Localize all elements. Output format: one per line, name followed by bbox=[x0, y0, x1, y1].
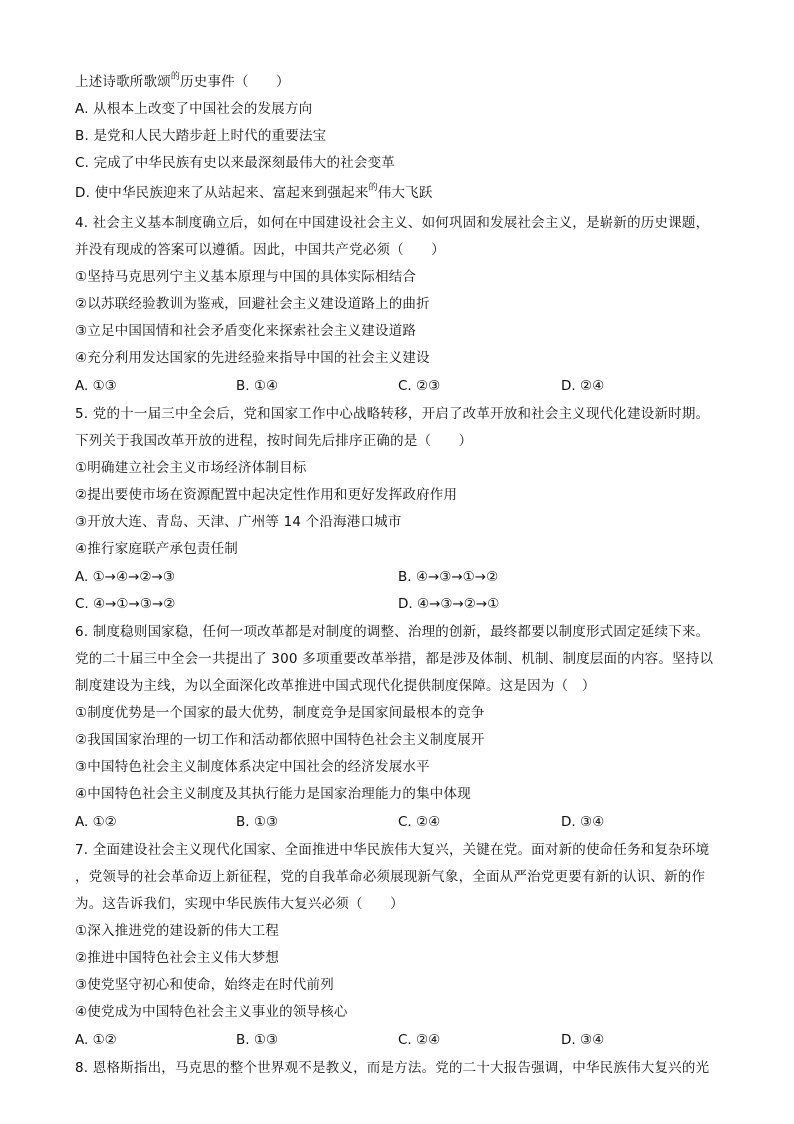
q6-stem-line-3: 制度建设为主线，为以全面深化改革推进中国式现代化提供制度保障。这是因为（ ） bbox=[75, 678, 596, 694]
q3-option-d bbox=[75, 183, 433, 205]
q3-option-a: A. 从根本上改变了中国社会的发展方向 bbox=[75, 101, 313, 117]
q6-option-b: B. ①③ bbox=[236, 814, 279, 830]
q7-item-3: ③使党坚守初心和使命，始终走在时代前列 bbox=[75, 977, 334, 993]
q5-option-d: D. ④→③→②→① bbox=[398, 596, 500, 612]
q7-stem-line-1: 7. 全面建设社会主义现代化国家、全面推进中华民族伟大复兴，关键在党。面对新的使命任务和复杂环境 bbox=[75, 842, 710, 858]
q6-stem-line-2: 党的二十届三中全会一共提出了 300 多项重要改革举措，都是涉及体制、机制、制度层面的内容。坚持以 bbox=[75, 651, 714, 667]
q3-stem bbox=[75, 72, 290, 94]
q4-stem-line-2: 并没有现成的答案可以遵循。因此，中国共产党必须（ ） bbox=[75, 242, 445, 258]
q5-item-2: ②提出要使市场在资源配置中起决定性作用和更好发挥政府作用 bbox=[75, 487, 458, 503]
q6-option-c: C. ②④ bbox=[398, 814, 441, 830]
q4-stem-line-1: 4. 社会主义基本制度确立后，如何在中国建设社会主义、如何巩固和发展社会主义，是崭新的历史课题， bbox=[75, 215, 710, 231]
q3-option-c: C. 完成了中华民族有史以来最深刻最伟大的社会变革 bbox=[75, 155, 396, 171]
q6-option-d: D. ③④ bbox=[561, 814, 605, 830]
q5-stem-line-2: 下列关于我国改革开放的进程，按时间先后排序正确的是（ ） bbox=[75, 433, 473, 449]
q6-item-2: ②我国国家治理的一切工作和活动都依照中国特色社会主义制度展开 bbox=[75, 732, 485, 748]
q3-stem-sup: 的 bbox=[170, 72, 181, 82]
q3-option-d-sup: 的 bbox=[368, 183, 378, 193]
q7-stem-line-3: 为。这告诉我们，实现中华民族伟大复兴必须（ ） bbox=[75, 896, 404, 912]
q4-item-3: ③立足中国国情和社会矛盾变化来探索社会主义建设道路 bbox=[75, 323, 417, 339]
q7-item-2: ②推进中国特色社会主义伟大梦想 bbox=[75, 950, 280, 966]
q5-item-1: ①明确建立社会主义市场经济体制目标 bbox=[75, 460, 307, 476]
q5-item-4: ④推行家庭联产承包责任制 bbox=[75, 541, 239, 557]
q3-stem-text-b: 历史事件（ ） bbox=[180, 74, 290, 90]
q4-option-d: D. ②④ bbox=[561, 378, 605, 394]
q7-option-b: B. ①③ bbox=[236, 1032, 279, 1048]
q4-item-2: ②以苏联经验教训为鉴戒，回避社会主义建设道路上的曲折 bbox=[75, 296, 430, 312]
q5-option-b: B. ④→③→①→② bbox=[398, 569, 499, 585]
q4-item-1: ①坚持马克思列宁主义基本原理与中国的具体实际相结合 bbox=[75, 269, 417, 285]
q6-item-3: ③中国特色社会主义制度体系决定中国社会的经济发展水平 bbox=[75, 759, 430, 775]
q8-stem-line-1: 8. 恩格斯指出，马克思的整个世界观不是教义，而是方法。党的二十大报告强调，中华民族伟大复兴的光 bbox=[75, 1060, 710, 1076]
q3-option-d-text-b: 伟大飞跃 bbox=[377, 185, 433, 201]
q5-item-3: ③开放大连、青岛、天津、广州等 14 个沿海港口城市 bbox=[75, 514, 402, 530]
q7-option-c: C. ②④ bbox=[398, 1032, 441, 1048]
q7-item-1: ①深入推进党的建设新的伟大工程 bbox=[75, 923, 280, 939]
q4-item-4: ④充分利用发达国家的先进经验来指导中国的社会主义建设 bbox=[75, 350, 430, 366]
q3-option-b: B. 是党和人民大踏步赶上时代的重要法宝 bbox=[75, 128, 327, 144]
q7-stem-line-2: ，党领导的社会革命迈上新征程，党的自我革命必须展现新气象，全面从严治党更要有新的认识、新的作 bbox=[75, 869, 706, 885]
q3-option-d-text-a: D. 使中华民族迎来了从站起来、富起来到强起来 bbox=[75, 185, 369, 201]
q7-item-4: ④使党成为中国特色社会主义事业的领导核心 bbox=[75, 1004, 348, 1020]
q7-option-d: D. ③④ bbox=[561, 1032, 605, 1048]
q4-option-c: C. ②③ bbox=[398, 378, 441, 394]
q5-option-c: C. ④→①→③→② bbox=[75, 596, 176, 612]
q4-option-b: B. ①④ bbox=[236, 378, 279, 394]
q6-stem-line-1: 6. 制度稳则国家稳，任何一项改革都是对制度的调整、治理的创新，最终都要以制度形式固定延续下来。 bbox=[75, 624, 710, 640]
q4-option-a: A. ①③ bbox=[75, 378, 117, 394]
q6-item-1: ①制度优势是一个国家的最大优势，制度竞争是国家间最根本的竞争 bbox=[75, 705, 485, 721]
q5-stem-line-1: 5. 党的十一届三中全会后，党和国家工作中心战略转移，开启了改革开放和社会主义现代化建设新时期。 bbox=[75, 406, 710, 422]
q7-option-a: A. ①② bbox=[75, 1032, 117, 1048]
q3-stem-text-a: 上述诗歌所歌颂 bbox=[75, 74, 171, 90]
q6-item-4: ④中国特色社会主义制度及其执行能力是国家治理能力的集中体现 bbox=[75, 786, 471, 802]
q5-option-a: A. ①→④→②→③ bbox=[75, 569, 175, 585]
q6-option-a: A. ①② bbox=[75, 814, 117, 830]
